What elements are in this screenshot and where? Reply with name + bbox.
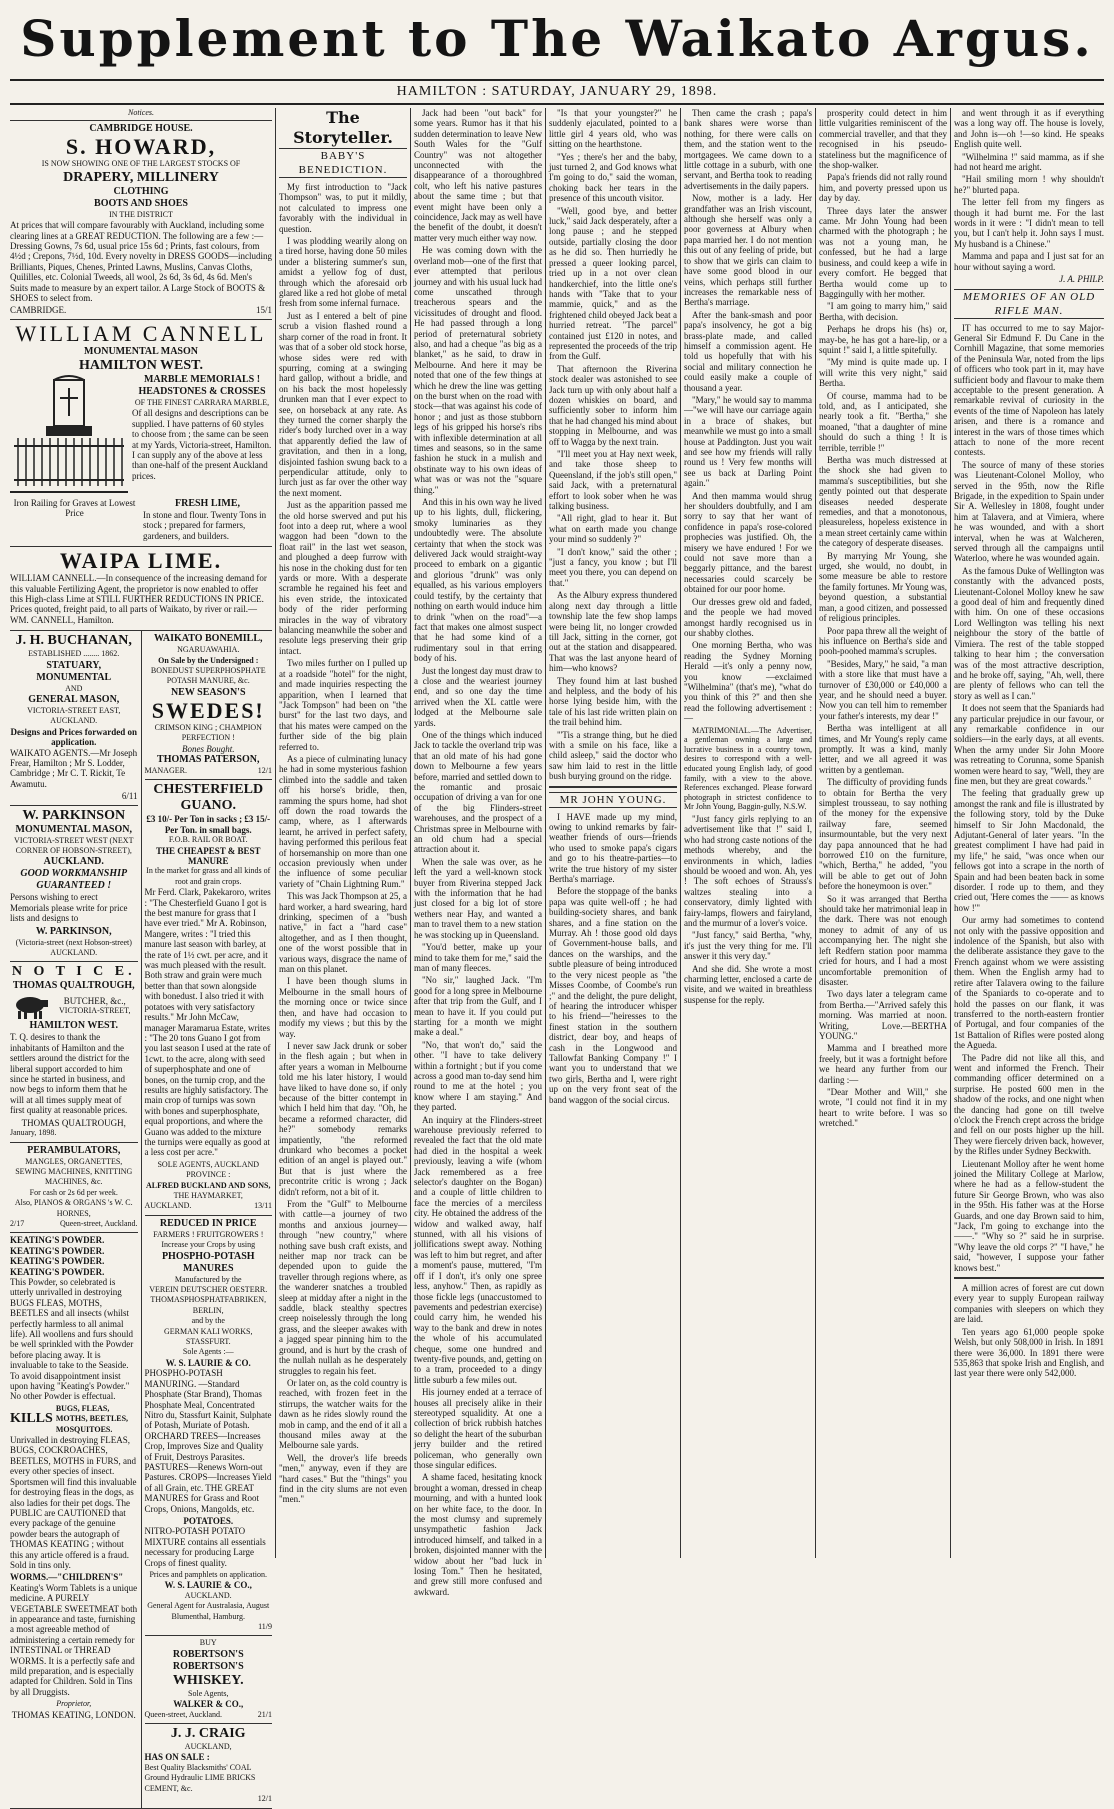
- ad-buchanan-est: ESTABLISHED ........ 1862.: [28, 649, 120, 659]
- story-young-paragraph: One morning Bertha, who was reading the Sydney Morning Herald —it's only a penny now, you know —exclaimed "Wilhelmina" (that's me), "what do you think of this ?" and then she read the following advertisement :—: [684, 640, 812, 724]
- column-young: [684, 108, 812, 1558]
- story-young-paragraph: Before the stoppage of the banks papa was quite well-off ; he had building-society shares, and bank shares, and a fine station on the Murray. Ah ! those good old days of Government-house balls, and dances on the warships, and the subtle pleasure of being introduced to the very nicest people as "the Misses Coombe, of Coombe's run ;" and the delight, the pure delight, of hearing the introducer whisper to his friend—"heiresses to the finest station in the southern district, dear boy, and heaps of cash in the Longwood and Tallowfat Banking Company !" I want you to understand that we two girls, Bertha and I, were right up on the very front seat of the band waggon of the social circus.: [549, 886, 677, 1105]
- ad-keating-repeat-3: KEATING'S POWDER.: [10, 1256, 105, 1267]
- ad-waipa-title: WAIPA LIME.: [59, 548, 223, 574]
- story-paragraph: As a piece of culminating lunacy he had in some mysterious fashion climbed into the saddle and taken off his horse's bridle, then, ramming the spurs home, had shot off down the road towards the camp, where, as I afterwards learnt, he arrived in perfect safety, having performed this perilous feat of horsemanship on more than one occasion previously when under the influence of some peculiar variety of "Chain Lightning Rum.": [279, 753, 407, 889]
- ad-guano-cheapest-body: In the market for grass and all kinds of root and grain crops.: [146, 866, 271, 886]
- ad-guano-ref: 13/11: [254, 1201, 272, 1211]
- masthead-title: Supplement to The Waikato Argus.: [20, 9, 1094, 68]
- ad-whiskey-buy: BUY: [199, 1638, 217, 1648]
- story-paragraph: "No, that won't do," said the other. "I have to take delivery within a fortnight ; but if you come across a good man to-day send him round to me at the hotel ; you know where I am staying." And they parted.: [414, 1039, 542, 1113]
- story-paragraph: "All right, glad to hear it. But what on earth made you change your mind so suddenly ?": [549, 513, 677, 545]
- story-young-paragraph: So it was arranged that Bertha should take her matrimonial leap in the dark. There was not enough money to admit of any of us accompanying her. The night she left Redfern station poor mamma cried for hours, and I had a most uncomfortable premonition of disaster.: [819, 893, 947, 987]
- ad-cannell-marble: MARBLE MEMORIALS !: [143, 373, 261, 385]
- ad-buchanan: [10, 631, 138, 805]
- column-rule: [275, 108, 276, 1558]
- story-paragraph: That afternoon the Riverina stock dealer was astonished to see Jack turn up with only about half a dozen whiskies on board, and sufficiently sober to inform him that he had changed his mind about stopping in Melbourne, and was off to Wagga by the next train.: [549, 363, 677, 447]
- ad-bonemill-place: NGARUAWAHIA.: [177, 645, 240, 655]
- story-young-paragraph: Our dresses grew old and faded, and the people we had moved amongst hardly recognised us in our shabby clothes.: [684, 596, 812, 638]
- ad-cannell-trade: MONUMENTAL MASON: [84, 345, 198, 357]
- ad-phospho-sub: FARMERS ! FRUITGROWERS !: [153, 1229, 264, 1239]
- ad-cannell-lime-body: In stone and flour. Twenty Tons in stock ; prepared for farmers, gardeners, and builders.: [143, 509, 267, 541]
- ad-buchanan-name: J. H. BUCHANAN,: [15, 633, 132, 649]
- story-paragraph: Just the longest day must draw to a close and the weariest journey end, and so one day the time arrived when the XL cattle were lodged at the Melbourne sale yards.: [414, 665, 542, 728]
- ad-bonemill-bones: Bones Bought.: [182, 743, 235, 754]
- ad-parkinson-body: Persons wishing to erect Memorials please write for price lists and designs to: [10, 892, 128, 924]
- story-paragraph: "Is that your youngster?" he suddenly ejaculated, pointed to a little girl 4 years old, who was sitting on the hearthstone.: [549, 108, 677, 150]
- ad-peram-line2: SEWING MACHINES, KNITTING MACHINES, &c.: [15, 1166, 133, 1187]
- story-paragraph: My first introduction to "Jack Thompson" was, to put it mildly, not calculated to impress one favorably with the individual in question.: [279, 182, 407, 234]
- story-young-paragraph: "I am going to marry him," said Bertha, with decision.: [819, 301, 947, 322]
- ad-peram-title: PERAMBULATORS,: [27, 1144, 121, 1156]
- ad-howard-body: At prices that will compare favourably with Auckland, including some clearing lines at a GREAT REDUCTION. The following are a few :—Dressing Gowns, 7s 6d, usual price 15s 6d ; Prints, fast colours, from 4½d ; Crepons, 7½d, 10d. Every novelty in DRESS GOODS—including Brilliants, Piques, Chenes, Printed Lawns, Muslins, Canvas Cloths, Quililles, etc. Colonial Tweeds, all wool, 2s 6d, 3s 6d, 4s 6d. Men's Suits made to measure by an expert tailor. A Large Stock of BOOTS & SHOES to select from.: [10, 220, 272, 304]
- ad-cannell-finest: OF THE FINEST CARRARA MARBLE,: [134, 397, 270, 407]
- ad-cannell-body: Of all designs and descriptions can be supplied. I have patterns of 60 styles to choose from ; the same can be seen at my Yards, Victoria-street, Hamilton. I can supply any of the above at less than one-half of the present Auckland prices.: [132, 408, 272, 481]
- column-rule: [545, 108, 546, 1558]
- ad-phospho-title: REDUCED IN PRICE: [159, 1217, 257, 1229]
- story-young-paragraph: Bertha was much distressed at the shock she had given to mamma's susceptibilities, but she gently pointed out that desperate diseases needed desperate remedies, and that a monotonous, pleasureless, hopeless existence in a mean street certainly came within the category of desperate diseases.: [819, 455, 947, 549]
- ad-parkinson-sign: W. PARKINSON,: [35, 925, 112, 937]
- ad-cannell-headstones: HEADSTONES & CROSSES: [138, 385, 266, 397]
- memories-paragraph: It does not seem that the Spaniards had any particular prejudice in our favour, or any remarkable confidence in our soldiers—in the early days, at all events. When the army under Sir John Moore was retreating to Corunna, some Spanish women were heard to say, "Well, they are fine men, but they are great cowards.": [954, 703, 1104, 786]
- story-young-paragraph: and went through it as if everything was a long way off. The house is lovely, and John is—oh !—so kind. He speaks English quite well.: [954, 108, 1104, 150]
- author-signature: J. A. PHILP.: [1059, 274, 1104, 285]
- ad-notice-title: N O T I C E.: [11, 964, 136, 980]
- memories-paragraph: As the famous Duke of Wellington was constantly with the advanced posts, Lieutenant-Colonel Molloy knew he saw a good deal of him and frequently dined with him. On one of these occasions Lord Wellington was telling his next neighbour the story of the battle of Vimiera. The rest of the table stopped talking to hear him ; the conversation was of the most attractive description, and he broke off, saying, "Ah, well, there are plenty of fellows who can tell the story as well as I can.": [954, 565, 1104, 701]
- ad-guano-agent-addr: THE HAYMARKET,: [173, 1191, 243, 1200]
- ad-notice-qualtrough: [10, 962, 138, 1142]
- ad-peram-line1: MANGLES, ORGANETTES,: [25, 1156, 123, 1166]
- story-paragraph: I was plodding wearily along on a tired horse, having done 50 miles under a blistering summer's sun, amidst a yellow fog of dust, through which the aforesaid orb glared like a red hot globe of metal fresh from some infernal furnace.: [279, 236, 407, 309]
- column-rule: [815, 108, 816, 1558]
- ad-bonemill-season: NEW SEASON'S: [170, 686, 246, 698]
- story-young-paragraph: And then mamma would shrug her shoulders doubtfully, and I am sorry to say that her want of confidence in papa's rose-colored prophecies was justified. Oh, the misery we have endured ! For we could not save more than a beggarly pittance, and the barest necessaries could scarcely be obtained for our poor home.: [684, 490, 812, 595]
- story-paragraph: Just as the apparition passed me the old horse swerved and put his foot into a deep rut, where a wool waggon had been "down to the float rail" in the last wet season, and ploughed a deep furrow with his nose in the choking dust for ten yards or more. With a desperate scramble he regained his feet and his even stride, the intoxicated body of the rider performing miracles in the way of vibratory balancing meanwhile the sober and resolute legs preserving their grip intact.: [279, 500, 407, 656]
- ad-notice-street: VICTORIA-STREET,: [59, 1006, 131, 1016]
- ad-parkinson-city: AUCKLAND.: [43, 856, 104, 868]
- ad-peram-line4: Also, PIANOS & ORGANS 's W. C. HORNES,: [14, 1198, 133, 1218]
- story-title: BABY'S BENEDICTION.: [279, 148, 407, 178]
- memories-paragraph: Lieutenant Molloy after he went home joined the Military College at Marlow, where he had as a fellow-student the future Sir George Brown, who was also in the 95th. His father was at the Horse Guards, and one day Brown said to him, "Jack, I'm going to exchange into the——." "Why so ?" said he in surprise. "Why leave the old corps ?" "I have," he said, "however, I suppose your father knows best.": [954, 1158, 1104, 1273]
- story-young-paragraph: "Hail smiling morn ! why shouldn't he?" blurted papa.: [954, 174, 1104, 195]
- ad-howard-goods1: DRAPERY, MILLINERY: [63, 169, 219, 185]
- story-paragraph: Or later on, as the cold country is reached, with frozen feet in the stirrups, the watcher waits for the dawn as he rides slowly round the mob in camp, and the end of it all a thousand miles away at the Melbourne sale yards.: [279, 1377, 407, 1451]
- ad-parkinson-slogan2: GUARANTEED !: [36, 880, 112, 892]
- ad-phospho-pamphlets: Prices and pamphlets on application.: [149, 1570, 268, 1579]
- ad-buchanan-trade3: GENERAL MASON,: [28, 693, 120, 705]
- story-paragraph: Jack had been "out back" for some years. Rumor has it that his sudden determination to leave New South Wales for the "Gulf Country" was not altogether unconnected with the disappearance of a thoroughbred colt, who left his native pastures about the same time ; but that event might have been only a coincidence, Jack may as well have the benefit of the doubt, it doesn't matter very much either way now.: [414, 108, 542, 243]
- ad-buchanan-trade1: STATUARY, MONUMENTAL: [36, 659, 112, 683]
- ad-howard-town: CAMBRIDGE.: [10, 305, 67, 316]
- column-story-1: [279, 108, 407, 1558]
- ad-buchanan-agents: WAIKATO AGENTS.—Mr Joseph Frear, Hamilton ; Mr S. Lodder, Cambridge ; Mr C. T. Rickit, Te Awamutu.: [10, 747, 138, 789]
- ad-guano-fob: F.O.B. RAIL OR BOAT.: [168, 835, 248, 845]
- ad-peram-addr: Queen-street, Auckland.: [59, 1218, 138, 1228]
- story-paragraph: "'Tis a strange thing, but he died with a smile on his face, like a child asleep," said the doctor who saw him laid to rest in the little bush burying ground on the ridge.: [549, 729, 677, 782]
- ad-perambulators: [10, 1143, 138, 1234]
- ad-howard-sub: IS NOW SHOWING ONE OF THE LARGEST STOCKS OF: [41, 159, 241, 169]
- memories-title: MEMORIES OF AN OLD RIFLE MAN.: [954, 289, 1104, 319]
- story-young-paragraph: By marrying Mr Young, she urged, she would, no doubt, in some measure be able to restore the family fortunes. Mr Young was, beyond question, a substantial man, a good citizen, and possessed of religious principles.: [819, 550, 947, 624]
- ad-howard: [10, 121, 272, 319]
- ad-bonemill-items: BONEDUST SUPERPHOSPHATE POTASH MANURE, &c.: [150, 665, 266, 686]
- story-paragraph: They found him at last bushed and helpless, and the body of his horse lying beside him, with the tale of his last ride written plain on the trail behind him.: [549, 675, 677, 728]
- ad-parkinson-slogan1: GOOD WORKMANSHIP: [20, 868, 128, 880]
- ad-phospho-agent: W. S. LAURIE & CO.: [165, 1357, 251, 1368]
- ad-bonemill-ref: 12/1: [257, 765, 272, 775]
- ad-keating-body: This Powder, so celebrated is utterly unrivalled in destroying BUGS FLEAS, MOTHS, BEETLES and all insects (whilst perfectly harmless to all animal life). All woollens and furs should be well sprinkled with the Powder before placing away. It is invaluable to take to the Seaside. To avoid disappointment insist upon having "Keating's Powder." No other Powder is effectual.: [10, 1276, 134, 1402]
- ad-phospho-agent2: W. S. LAURIE & CO.,: [164, 1580, 252, 1591]
- ad-parkinson-sign-addr: (Victoria-street (next Hobson-street) AUCKLAND.: [15, 937, 132, 958]
- ad-craig-sale: HAS ON SALE :: [144, 1752, 210, 1763]
- story-young-paragraph: The letter fell from my fingers as though it had burnt me. For the last words in it were : "I didn't mean to tell you, but I can't help it. John says I must. My husband is a Chinese.": [954, 197, 1104, 249]
- story-paragraph: One of the things which induced Jack to tackle the overland trip was that an old mate of his had gone down to Melbourne a few years before, married and settled down to the romantic and prosaic occupation of driving a van for one of the big Flinders-street warehouses, and the prospect of a Christmas spree in Melbourne with an old chum had a special attraction about it.: [414, 729, 542, 855]
- story-young-paragraph: Three days later the answer came. Mr John Young had been charmed with the photograph ; he was not a young man, he confessed, but he had a large business, and could keep a wife in every comfort. He begged that Bertha would come up to Baggingully with her mother.: [819, 205, 947, 299]
- story-young-paragraph: "Mary," he would say to mamma —"we will have our carriage again in a brace of shakes, but meanwhile we must go into a small house at Paddington. Just you wait and see how my friends will rally round us ! Very few months will see us back at Darling Point again.": [684, 394, 812, 489]
- dateline: HAMILTON : SATURDAY, JANUARY 29, 1898.: [10, 79, 1104, 105]
- ad-phospho-name: PHOSPHO-POTASH MANURES: [161, 1250, 255, 1274]
- memories-paragraph: The feeling that gradually grew up amongst the rank and file is illustrated by the following story, told by the Duke himself to Sir John Macdonald, the Adjutant-General of later years. "In the greatest compliment I have had paid in my life," he said, "was once when our fellows got into a scrape in the north of Spain and had been beaten back in some disorder. I rode up to them, and they cried out, 'Here comes the —— as knows how !'": [954, 788, 1104, 913]
- ad-peram-ref: 2/17: [10, 1218, 25, 1228]
- ad-bonemill: [145, 631, 273, 780]
- story-young-paragraph: Mamma and papa and I just sat for an hour without saying a word.: [954, 251, 1104, 272]
- ad-keating-bugs: BUGS, FLEAS, MOTHS, BEETLES, MOSQUITOES.: [55, 1403, 129, 1434]
- story-young-paragraph: prosperity could detect in him little vulgarities reminiscent of the commercial traveller, and that they recognised in his pseudo-stateliness but the magnificence of the shop-walker.: [819, 108, 947, 171]
- story-paragraph: An inquiry at the Flinders-street warehouse previously referred to revealed the fact that the old mate had died in the hospital a week previously, leaving a wife (whom Jack remembered as a free selector's daughter on the Bogan) and a couple of little children to face the mercies of a merciless city. He obtained the address of the widow and walked away, half stunned, with all his visions of jollifications swept away. Nothing was left to him but regret, and after a moment's pause, muttered, "I'm off if I don't, it's only one spree less, anyhow." Then, as rapidly as those fickle legs (unaccustomed to pavements and pedestrian exercise) could carry him, he wended his way to the bank and drew in notes the whole of his accumulated cheque, some one hundred and twenty-five pounds, and, getting on to a tram, proceeded to a dingy little suburb a few miles out.: [414, 1114, 542, 1385]
- ad-phospho-general: General Agent for Australasia, August Blumenthal, Hamburg.: [147, 1601, 270, 1621]
- story-paragraph: "Yes ; there's her and the baby, just turned 2, and God knows what I'm going to do," said the woman, choking back her tears in the presence of this uncouth visitor.: [549, 151, 677, 204]
- memories-paragraph: A million acres of forest are cut down every year to supply European railway companies with sleepers on which they are laid.: [954, 1283, 1104, 1325]
- ad-whiskey-name: ROBERTSON'S: [172, 1648, 244, 1660]
- story-paragraph: A shame faced, hesitating knock brought a woman, dressed in cheap mourning, and with a hunted look on her white face, to the door. In the most clumsy and supremely unsympathetic fashion Jack introduced himself, and talked in a broken, disjointed manner with the widow about her "bad luck in losing Tom." Then he hesitated, and grew still more confused and awkward.: [414, 1472, 542, 1597]
- ad-phospho-maker: VEREIN DEUTSCHER OESTERR. THOMASPHOSPHATFABRIKEN, BERLIN,: [149, 1285, 268, 1315]
- column-young-continued: [819, 108, 947, 1558]
- ad-guano-agent-city: AUCKLAND.: [144, 1201, 192, 1211]
- ad-waipa-lime: [10, 547, 272, 631]
- story-young-paragraph: "Wilhelmina !" said mamma, as if she had not heard me aright.: [954, 151, 1104, 173]
- ad-craig-name: J. J. CRAIG: [170, 1726, 246, 1742]
- ad-howard-house: CAMBRIDGE HOUSE.: [89, 123, 193, 135]
- story-paragraph: Two miles further on I pulled up at a roadside "hotel" for the night, and made inquiries respecting the apparition, when I learned that "Jack Tompson" had been on "the burst" for the last two days, and that his mates were camped on the further side of the big plain referred to.: [279, 658, 407, 752]
- ad-parkinson: [10, 806, 138, 963]
- story-paragraph: This was Jack Thompson at 25, a hard worker, a hard swearing, hard drinking, specimen of a "bush native," in fact a "hard case" altogether, and as I then thought, one of the worst possible that in various ways, disgrace the name of man on this planet.: [279, 891, 407, 975]
- ad-phospho-ref: 11/9: [258, 1622, 272, 1632]
- ad-cannell-place: HAMILTON WEST.: [79, 357, 203, 373]
- ad-peram-line3: For cash or 2s 6d per week.: [29, 1187, 118, 1197]
- story-young-paragraph: Poor papa threw all the weight of his influence on Bertha's side and pooh-poohed mamma's scruples.: [819, 625, 947, 657]
- story-young-paragraph: After the bank-smash and poor papa's insolvency, he got a big brass-plate made, and called himself a commission agent. He told us hopefully that with his social and military connection he could easily make a couple of thousand a year.: [684, 309, 812, 393]
- story-young-paragraph: I HAVE made up my mind, owing to unkind remarks by fair-weather friends of ours—friends who used to smoke papa's cigars and go to his theatre-parties—to write the true history of my sister Bertha's marriage.: [549, 811, 677, 885]
- story-young-paragraph: Bertha was intelligent at all times, and Mr Young's reply came promptly. It was a kind, manly letter, and we all agreed it was written by a gentleman.: [819, 723, 947, 775]
- ad-phospho-line: Increase your Crops by using: [161, 1240, 256, 1250]
- ad-howard-name: S. HOWARD,: [65, 134, 217, 160]
- ad-parkinson-name: W. PARKINSON: [22, 807, 126, 823]
- story-paragraph: I have been though slums in Melbourne in the small hours of the morning once or twice since then, and have had occasion to modify my views ; but this by the way.: [279, 976, 407, 1039]
- ad-keating-body3: Keating's Worm Tablets is a unique medicine. A PURELY VEGETABLE SWEETMEAT both in appearance and taste, furnishing a most agreeable method of administering a certain remedy for INTESTINAL or THREAD WORMS. It is a perfectly safe and mild preparation, and is especially adapted for Children. Sold in Tins by all Druggists.: [10, 1582, 138, 1697]
- ad-waipa-body: WILLIAM CANNELL.—In consequence of the increasing demand for this valuable Fertilizing Agent, the proprietor is now enabled to offer this High-class Lime at STILL FURTHER REDUCTIONS IN PRICE. Prices quoted, freight paid, to all parts of Waikato, by river or rail.—WM. CANNELL, Hamilton.: [10, 573, 267, 625]
- ad-buchanan-ref: 6/11: [121, 791, 138, 802]
- story-young-paragraph: Perhaps he drops his (hs) or, may-be, he has got a hare-lip, or a squint !" said I, a little spitefully.: [819, 324, 947, 355]
- story-paragraph: He was coming down with the overland mob—one of the first that ever attempted that perilous journey and with his usual luck had come unscathed through treacherous spears and the vicissitudes of drought and flood. He had passed through a long period of preternatural sobriety also, and had a cheque "as big as a blanket," as he said, to draw in Melbourne. And here it may be noted that one of the few things at which he drew the line was getting on the burst when on the road with stock—that was against his code of honor ; and just as those stubborn legs of his gripped his horse's ribs with inflexible determination at all times and seasons, so in the same fashion he stuck in a mulish and obstinate way to his own ideas of what was or was not the "square thing.": [414, 245, 542, 495]
- ad-notice-trade: BUTCHER, &c.,: [63, 996, 126, 1007]
- story-paragraph: And this in his own way he lived up to his lights, dull, flickering, smoky luminaries as they undoubtedly were. The absolute certainty that when the stock was delivered Jack would straight-way proceed to embark on a gigantic and glorious "drunk" was only equalled, as his various employers could testify, by the certainty that nothing on earth would induce him to drink "when on the road"—a fact that makes one almost suspect that he had some kind of a rudimentary soul in that erring body of his.: [414, 497, 542, 664]
- ad-howard-goods3: BOOTS AND SHOES: [94, 197, 188, 209]
- column-advertisements: [10, 108, 272, 1804]
- story-paragraph: His journey ended at a terrace of houses all precisely alike in their stereotyped squalidity. At one a collection of brick rubbish hatches so delight the heart of the suburban jerry builder and the retired policeman, who generally own those singular edifices.: [414, 1387, 542, 1470]
- ad-craig-ref: 12/1: [257, 1794, 272, 1804]
- ad-buchanan-addr: VICTORIA-STREET EAST, AUCKLAND.: [27, 705, 121, 726]
- ad-bonemill-sale: On Sale by the Undersigned :: [158, 655, 259, 665]
- ad-whiskey-ref: 21/1: [257, 1709, 272, 1719]
- ad-phospho-city: AUCKLAND.: [184, 1590, 232, 1600]
- ad-notice-date: January, 1898.: [10, 1128, 57, 1138]
- column-rule: [680, 108, 681, 1558]
- story-young-title: MR JOHN YOUNG.: [549, 792, 677, 808]
- story-paragraph: When the sale was over, as he left the yard a well-known stock buyer from Riverina stepped Jack with the information that he had just closed for a big lot of store wethers near Hay, and wanted a man to travel them to a new station he was stocking up in Queensland.: [414, 856, 542, 940]
- story-young-paragraph: Mamma and I breathed more freely, but it was a fortnight before we heard any further from our darling :—: [819, 1043, 947, 1085]
- story-young-paragraph: Then came the crash ; papa's bank shares were worse than nothing, for there were calls on them, and the station went to the mortgagees. We came down to a little cottage in a suburb, with one servant, and Bertha took to reading advertisements in the daily papers.: [684, 108, 812, 191]
- matrimonial-advertisement: MATRIMONIAL.—The Advertiser, a gentleman owning a large and lucrative business in a country town, desires to correspond with a well-educated young English lady, of good family, with a view to the above. References exchanged. Please forward photograph in strictest confidence to Mr John Young, Baggin-gully, N.S.W.: [684, 725, 812, 812]
- story-young-paragraph: "Dear Mother and Will," she wrote, "I could not find it in my heart to write before. I was so wretched.": [819, 1086, 947, 1129]
- bull-icon: [10, 992, 50, 1020]
- story-young-paragraph: "Just fancy girls replying to an advertisement like that !" said I, who had strong caste notions of the methods whereby, and the environments in which, ladies should be wooed and won. Ah, yes ! The soft echoes of Strauss's waltzes stealing into a conservatory, dimly lighted with fairy-lamps, flowers and fairyland, and the murmur of a lover's voice.: [684, 813, 812, 928]
- ad-parkinson-addr: VICTORIA-STREET WEST (NEXT CORNER OF HOBSON-STREET),: [14, 835, 134, 855]
- story-young-paragraph: "My mind is quite made up. I will write this very night," said Bertha.: [819, 357, 947, 389]
- story-young-paragraph: "Besides, Mary," he said, "a man with a store like that must have a turnover of £30,000 or £40,000 a year, and he should need a buyer. Now you can tell him to remember your father's interests, my dear !": [819, 658, 947, 721]
- ad-phospho-maker2: and by the: [191, 1316, 225, 1326]
- ad-guano-testimonials: Mr Ferd. Clark, Pakekaroro, writes : "The Chesterfield Guano I got is the best manure for grass that I have ever tried." Mr A. Robinson, Mangere, writes : "I tried this manure last season with barley, at the rate of 1½ cwt. per acre, and it was much pleased with the result. Both straw and grain were much better than that sown alongside with bonedust. I also tried it with potatoes with very satisfactory results." Mr John McCaw, manager Maramarua Estate, writes : "The 20 tons Guano I got from you last season I used at the rate of 1cwt. to the acre, along with seed of superphosphate and one of bones, on the turnip crop, and the results are highly satisfactory. The main crop of turnips was sown with bones and superphosphate, equal proportions, and where the Guano was added to the mixture the turnips were equally as good at a less cost per acre.": [144, 887, 271, 1158]
- story-paragraph: "You'd better, make up your mind to take them for me," said the man of many fleeces.: [414, 942, 542, 973]
- ad-keating: [10, 1233, 138, 1723]
- memories-paragraph: The source of many of these stories was Lieutenant-Colonel Molloy, who served in the 95th, now the Rifle Brigade, in the expedition to Spain under Sir A. Wellesley in 1808, fought under him at Talavera, and at Vimiera, where he was wounded, and with a short interval, when he was at Walcheren, served through all the campaigns until Waterloo, where he was wounded again.: [954, 459, 1104, 564]
- story-young-paragraph: "Just fancy," said Bertha, "why, it's just the very thing for me. I'll answer it this very day.": [684, 930, 812, 962]
- story-young-paragraph: Two days later a telegram came from Bertha.—"Arrived safely this morning. Was married at noon. Writing, Love.—BERTHA YOUNG.": [819, 989, 947, 1041]
- ad-bonemill-kinds: CRIMSON KING ; CHAMPION PERFECTION !: [154, 722, 262, 743]
- ad-phospho-potatoes: POTATOES.: [183, 1515, 234, 1526]
- story-young-paragraph: Of course, mamma had to be told, and, as I anticipated, she nearly took a fit. "Bertha," she moaned, "that a daughter of mine should do such a thing ! It is terrible, terrible !": [819, 390, 947, 453]
- story-paragraph: "No sir," laughed Jack. "I'm good for a long spree in Melbourne after that trip from the Gulf, and I mean to have it. If you could put starting for a month we might make a deal.": [414, 975, 542, 1038]
- memories-paragraph: IT has occurred to me to say Major-General Sir Edmund F. Du Cane in the Cornhill Magazine, that some memories of the Peninsula War, noted from the lips of officers who took part in it, may have sufficient body and flavour to make them acceptable to the present generation. A remarkable revival of curiosity in the events of the time of Napoleon has lately arisen, and there is a romance and interest in the wars of those times which attach to none of the more recent contests.: [954, 322, 1104, 458]
- grave-monument-illustration: [10, 376, 128, 496]
- section-divider: [549, 786, 677, 788]
- ad-cannell-lime-head: FRESH LIME,: [174, 497, 240, 509]
- ad-guano-price: £3 10/- Per Ton in sacks ; £3 15/- Per Ton. in small bags.: [146, 814, 271, 835]
- ad-whiskey-product: WHISKEY.: [172, 1672, 244, 1688]
- ad-whiskey-addr: Queen-street, Auckland.: [144, 1709, 223, 1719]
- story-young-paragraph: Now, mother is a lady. Her grandfather was an Irish viscount, although she herself was only a poor governess at Albury when papa married her. I do not mention this out of any feeling of pride, but to show that we girls can claim to have some good blood in our veins, which perhaps still further increases the remarkable ness of Bertha's marriage.: [684, 193, 812, 308]
- ad-craig-city: AUCKLAND,: [184, 1742, 232, 1752]
- column-rule: [410, 108, 411, 1558]
- ad-cannell-name: WILLIAM CANNELL: [15, 320, 267, 346]
- ad-notice-body: T. Q. desires to thank the inhabitants of Hamilton and the settlers around the district for the liberal support accorded to him since he started in business, and now begs to inform them that he will at all times supply meat of first quality at reasonable prices.: [10, 1032, 130, 1116]
- notices-label: Notices.: [10, 108, 272, 121]
- ad-phospho-agents: Sole Agents :—: [182, 1347, 234, 1357]
- ad-craig-items: Best Quality Blacksmiths' COAL Ground Hydraulic LIME BRICKS CEMENT, &c.: [144, 1762, 256, 1793]
- column-memories: [954, 108, 1104, 1558]
- ad-keating-body2: Unrivalled in destroying FLEAS, BUGS, COCKROACHES, BEETLES, MOTHS in FURS, and every other species of insect. Sportsmen will find this invaluable for destroying fleas in the dogs, as also ladies for their pet dogs. The PUBLIC are CAUTIONED that every package of the genuine powder bears the autograph of THOMAS KEATING ; without this any article offered is a fraud. Sold in tins only.: [10, 1435, 137, 1570]
- ad-howard-district: IN THE DISTRICT: [109, 209, 173, 219]
- memories-paragraph: Our army had sometimes to contend not only with the passive opposition and indolence of the Spanish, but also with the deliberate assistance they gave to the French against whom we were assisting them. When the English army had to retire after Talavera owing to the failure of the Spaniards to co-operate and to hold the passes on our flank, it was transferred to the north-eastern frontier of Portugal, and four companies of the 1st Battalion of Rifles were posted along the Agueda.: [954, 915, 1104, 1051]
- story-paragraph: From the "Gulf" to Melbourne with cattle—a journey of two months and anxious journey—through "new country," where nothing save bush craft exists, and neither map nor track can be depended upon to guide the traveller through regions where, as the wanderer snatches a troubled sleep at midday after a night in the saddle, black stealthy spectres creep noiselessly through the long grass, and the sleeper awakes with a jagged spear pinning him to the ground, and is hurt by the crash of the nullah nullah as he desperately struggles to regain his feet.: [279, 1199, 407, 1376]
- story-young-paragraph: The difficulty of providing funds to obtain for Bertha the very simplest trousseau, to say nothing of the money for the expensive railway fare, seemed insurmountable, but the very next day papa announced that he had borrowed £10 on the furniture, "which, Bertha," he added, "you will be able to get out of John before the honeymoon is over.": [819, 777, 947, 892]
- ad-cannell: [10, 320, 272, 547]
- column-rule: [950, 108, 951, 1558]
- column-story-2: [414, 108, 542, 1597]
- story-paragraph: "I'll meet you at Hay next week, and take those sheep to Queensland, if the job's still open," said Jack, with a preternatural effort to look sober when he was talking business.: [549, 449, 677, 512]
- ad-parkinson-trade: MONUMENTAL MASON,: [15, 823, 132, 835]
- story-paragraph: "I don't know," said the other ; "just a fancy, you know ; but I'll meet you there, you can depend on that.": [549, 546, 677, 588]
- story-paragraph: Well, the drover's life breeds "men," anyway, even if they are "hard cases." But the "things" you find in the city slums are not even "men.": [279, 1452, 407, 1505]
- story-paragraph: "Well, good bye, and better luck," said Jack desperately, after a long pause ; and he stepped outside, partially closing the door as he did so. Then hurriedly he pressed a queer looking parcel, tried up in a not over clean handkerchief, into the little one's hands with "Take that to your mammie, quick," and as the frightened child obeyed Jack beat a hurried retreat. "The parcel" contained just £120 in notes, and represented the proceeds of the trip from the Gulf.: [549, 205, 677, 362]
- ad-phospho: [145, 1216, 273, 1637]
- section-divider: [954, 1277, 1104, 1279]
- ad-howard-goods2: CLOTHING: [113, 185, 169, 197]
- ad-phospho-maker3: GERMAN KALI WORKS, STASSFURT.: [163, 1326, 253, 1347]
- ad-guano-agents: SOLE AGENTS, AUCKLAND PROVINCE :: [157, 1159, 260, 1180]
- ad-whiskey-agents: Sole Agents,: [188, 1688, 229, 1698]
- ad-keating-sign: THOMAS KEATING, LONDON.: [11, 1709, 136, 1720]
- ad-bonemill-swedes: SWEDES!: [151, 697, 265, 723]
- ad-notice-place: HAMILTON WEST.: [29, 1020, 119, 1032]
- ad-bonemill-title: WAIKATO BONEMILL,: [153, 633, 263, 645]
- memories-paragraph: Ten years ago 61,000 people spoke Welsh, but only 508,000 in Irish. In 1891 there were 36,000. In 1891 there were 535,863 that spoke Irish and English, and last year there were only 542,000.: [954, 1326, 1104, 1379]
- ad-split-block: [10, 631, 272, 1808]
- story-young-paragraph: And she did. She wrote a most charming letter, enclosed a carte de visite, and we waited in breathless suspense for the reply.: [684, 963, 812, 1005]
- story-young-paragraph: Papa's friends did not rally round him, and poverty pressed upon us day by day.: [819, 172, 947, 204]
- column-story-3: [549, 108, 677, 1558]
- ad-craig: [145, 1724, 273, 1807]
- story-paragraph: Just as I entered a belt of pine scrub a vision flashed round a sharp corner of the road in front. It was that of a sober old stock horse, whose sides were red with spurring, coming at a swinging hard gallop, without a bridle, and on his back the most hopelessly drunken man that I ever expect to see, on horseback at any rate. As they turned the corner sharply the rider's body lurched over in a way that apparently defied the law of gravitation, and then in a long, disjointed fashion swung back to a perpendicular attitude, only to lurch just as far over the other way the next moment.: [279, 310, 407, 498]
- ad-buchanan-trade2: AND: [65, 683, 83, 693]
- ad-guano: [145, 780, 273, 1215]
- ad-whiskey: [145, 1636, 273, 1724]
- ad-keating-kills: KILLS: [10, 1411, 53, 1427]
- ad-guano-title: CHESTERFIELD GUANO.: [153, 782, 264, 814]
- ad-keating-repeat-2: KEATING'S POWDER.: [10, 1245, 105, 1256]
- section-title-storyteller: The Storyteller.: [293, 108, 393, 147]
- ad-notice-name: THOMAS QUALTROUGH,: [12, 980, 135, 992]
- ad-keating-repeat-1: KEATING'S POWDER.: [10, 1235, 105, 1246]
- ad-howard-ref: 15/1: [255, 305, 272, 316]
- ad-keating-worms: WORMS.—"CHILDREN'S": [10, 1572, 124, 1583]
- ad-bonemill-role: MANAGER.: [144, 765, 187, 775]
- ad-whiskey-name2: ROBERTSON'S: [172, 1660, 244, 1672]
- ad-keating-repeat-4: KEATING'S POWDER.: [10, 1266, 105, 1277]
- ad-cannell-railing: Iron Railing for Graves at Lowest Price: [13, 497, 136, 519]
- ad-phospho-potash: NITRO-POTASH POTATO MIXTURE contains all essentials necessary for producing Large Crops of finest quality.: [144, 1526, 266, 1568]
- story-paragraph: I never saw Jack drunk or sober in the flesh again ; but when in after years a woman in Melbourne told me his later history, I would have liked to have done so, if only because of the bitter contempt in which I held him that day. "Oh, he became a reformed character, did he?" somebody remarks impatiently, "the reformed drunkard who becomes a pocket edition of an angel is played out." But that is just where the precontrite critic is wrong ; Jack didn't reform, not a bit of it.: [279, 1040, 407, 1197]
- ad-guano-cheapest: THE CHEAPEST & BEST MANURE: [155, 845, 261, 866]
- ad-keating-prop: Proprietor,: [56, 1699, 92, 1709]
- ad-phospho-body: PHOSPHO-POTASH MANURING. —Standard Phosphate (Star Brand), Thomas Phosphate Meal, Concentrated Nitro du, Stassfurt Kainit, Sulphate of Potash, Muriate of Potash. ORCHARD TREES—Increases Crop, Improves Size and Quality of Fruit, Destroys Parasites. PASTURES—Renews Worn-out Pastures. CROPS—Increases Yield of all Grain, etc. THE GREAT MANURES for Grass and Root Crops, Onions, Mangolds, etc.: [144, 1368, 272, 1514]
- ad-bonemill-sign: THOMAS PATERSON,: [157, 753, 260, 765]
- ad-notice-sign: THOMAS QUALTROUGH,: [21, 1117, 126, 1128]
- ad-guano-agent-name: ALFRED BUCKLAND AND SONS,: [146, 1180, 271, 1190]
- story-paragraph: As the Albury express thundered along next day through a little township late the few shop lamps were being lit, no longer crowded till Jack, sitting in the corner, got out at the station and disappeared. That was the last anyone heard of him—who knows?: [549, 590, 677, 674]
- ad-buchanan-designs: Designs and Prices forwarded on application.: [10, 726, 137, 748]
- ad-whiskey-agent: WALKER & CO.,: [173, 1699, 244, 1710]
- ad-phospho-made: Manufactured by the: [174, 1274, 242, 1284]
- memories-paragraph: The Padre did not like all this, and went and informed the French. Their commanding officer determined on a surprise. He posted 600 men in the shadow of the rocks, and one night when the dancing had gone on till twelve o'clock the French crept across the bridge and fell on our posts higher up the hill. They were fiercely driven back, however, by the Rifles under Sydney Beckwith.: [954, 1052, 1104, 1157]
